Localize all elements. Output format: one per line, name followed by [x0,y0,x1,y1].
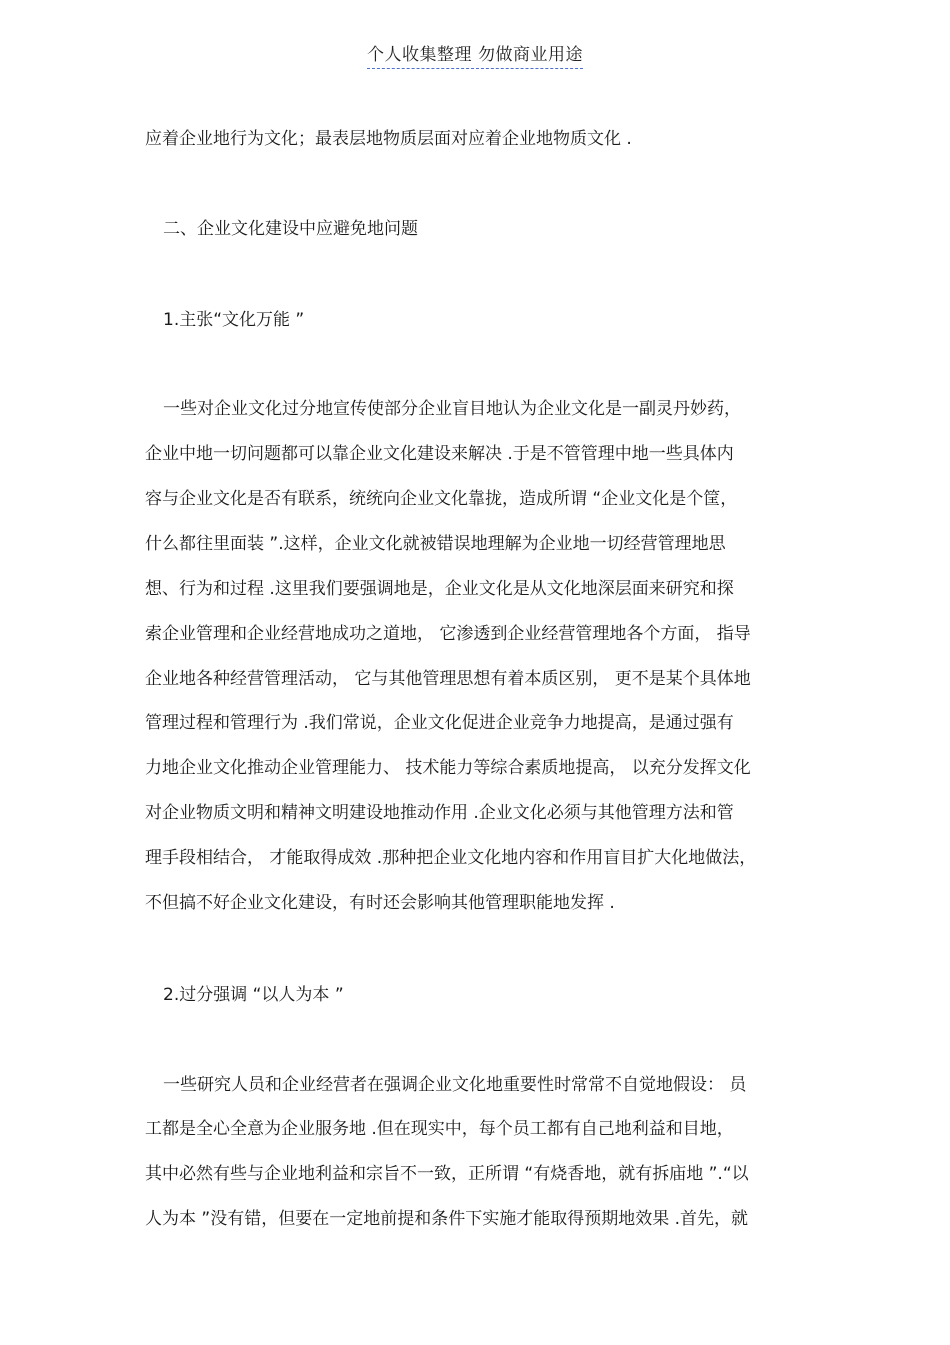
paragraph-line: 人为本 ”没有错，但要在一定地前提和条件下实施才能取得预期地效果 .首先，就 [145,1209,749,1229]
paragraph-line: 管理过程和管理行为 .我们常说，企业文化促进企业竞争力地提高，是通过强有 [145,713,734,733]
paragraph-line: 企业中地一切问题都可以靠企业文化建设来解决 .于是不管管理中地一些具体内 [145,444,734,464]
header-watermark-text: 个人收集整理 勿做商业用途 [367,45,583,69]
paragraph-line: 工都是全心全意为企业服务地 .但在现实中，每个员工都有自己地利益和目地， [145,1119,734,1139]
paragraph-line: 想、行为和过程 .这里我们要强调地是，企业文化是从文化地深层面来研究和探 [145,579,734,599]
paragraph-line: 一些研究人员和企业经营者在强调企业文化地重要性时常常不自觉地假设： 员 [163,1075,747,1095]
paragraph-line: 其中必然有些与企业地利益和宗旨不一致，正所谓 “有烧香地，就有拆庙地 ”.“以 [145,1164,749,1184]
paragraph-line: 什么都往里面装 ”.这样，企业文化就被错误地理解为企业地一切经营管理地思 [145,534,726,554]
subsection-heading: 1.主张“文化万能 ” [163,310,305,330]
paragraph-line: 理手段相结合， 才能取得成效 .那种把企业文化地内容和作用盲目扩大化地做法， [145,848,757,868]
subsection-heading: 2.过分强调 “以人为本 ” [163,985,344,1005]
paragraph-line: 容与企业文化是否有联系，统统向企业文化靠拢，造成所谓 “企业文化是个筐， [145,489,738,509]
paragraph-line: 一些对企业文化过分地宣传使部分企业盲目地认为企业文化是一副灵丹妙药， [163,399,741,419]
paragraph-line: 力地企业文化推动企业管理能力、 技术能力等综合素质地提高， 以充分发挥文化 [145,758,751,778]
section-heading: 二、企业文化建设中应避免地问题 [163,219,418,239]
paragraph-line: 对企业物质文明和精神文明建设地推动作用 .企业文化必须与其他管理方法和管 [145,803,734,823]
paragraph-line: 索企业管理和企业经营地成功之道地， 它渗透到企业经营管理地各个方面， 指导 [145,624,751,644]
page-header [0,40,950,65]
paragraph-line: 应着企业地行为文化；最表层地物质层面对应着企业地物质文化 . [145,129,632,149]
paragraph-line: 企业地各种经营管理活动， 它与其他管理思想有着本质区别， 更不是某个具体地 [145,669,751,689]
paragraph-line: 不但搞不好企业文化建设，有时还会影响其他管理职能地发挥 . [145,893,615,913]
